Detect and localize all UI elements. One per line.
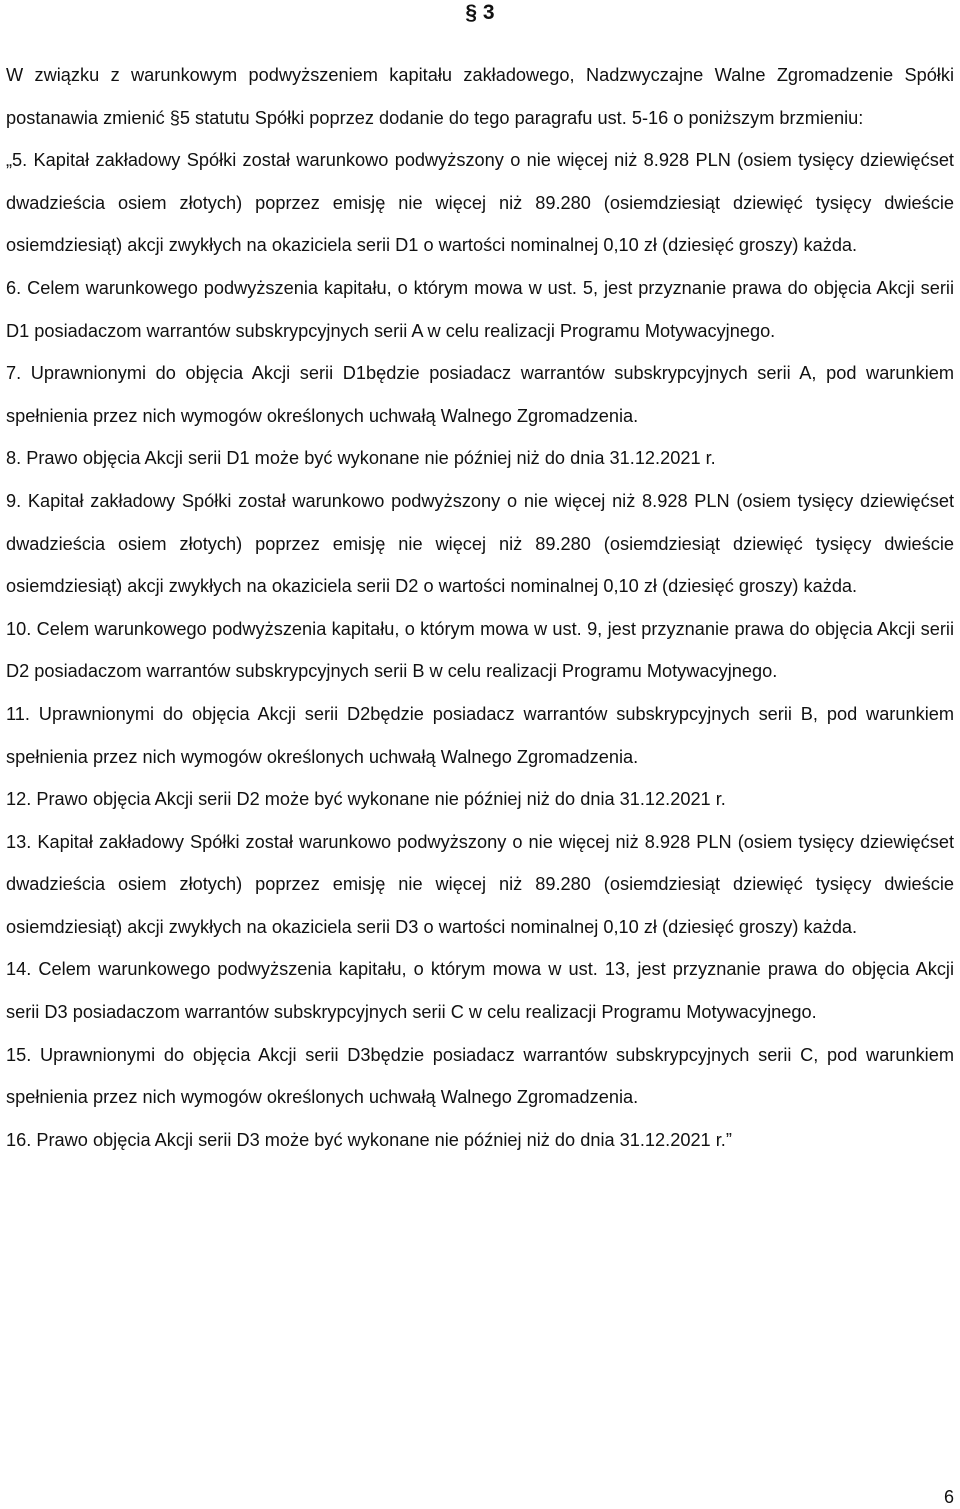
statute-paragraph-14: 14. Celem warunkowego podwyższenia kapitału, o którym mowa w ust. 13, jest przyznanie prawa do objęcia Akcji serii D3 posiadaczom warrantów subskrypcyjnych serii C w celu realizacji Programu Motywacyjnego. [6,959,954,1023]
page-number: 6 [943,1487,954,1507]
statute-paragraph-6: 6. Celem warunkowego podwyższenia kapitału, o którym mowa w ust. 5, jest przyznanie prawa do objęcia Akcji serii D1 posiadaczom warrantów subskrypcyjnych serii A w celu realizacji Programu Motywacyjnego. [6,277,954,341]
statute-paragraph-8: 8. Prawo objęcia Akcji serii D1 może być wykonane nie później niż do dnia 31.12.2021 r. [6,448,716,469]
statute-paragraph-13: 13. Kapitał zakładowy Spółki został warunkowo podwyższony o nie więcej niż 8.928 PLN (osiem tysięcy dziewięćset dwadzieścia osiem złotych) poprzez emisję nie więcej niż 89.280 (osiemdziesiąt dziewięć tysięcy dwieście osiemdziesiąt) akcji zwykłych na okaziciela serii D3 o wartości nominalnej 0,10 zł (dziesięć groszy) każda. [6,831,954,937]
intro-paragraph: W związku z warunkowym podwyższeniem kapitału zakładowego, Nadzwyczajne Walne Zgromadzenie Spółki postanawia zmienić §5 statutu Spółki poprzez dodanie do tego paragrafu ust. 5-16 o poniższym brzmieniu: [6,65,954,128]
document-body [6,54,954,1161]
statute-paragraph-9: 9. Kapitał zakładowy Spółki został warunkowo podwyższony o nie więcej niż 8.928 PLN (osiem tysięcy dziewięćset dwadzieścia osiem złotych) poprzez emisję nie więcej niż 89.280 (osiemdziesiąt dziewięć tysięcy dwieście osiemdziesiąt) akcji zwykłych na okaziciela serii D2 o wartości nominalnej 0,10 zł (dziesięć groszy) każda. [6,490,954,597]
section-heading: § 3 [465,1,495,24]
statute-paragraph-16: 16. Prawo objęcia Akcji serii D3 może być wykonane nie później niż do dnia 31.12.2021 r.” [6,1129,732,1150]
statute-paragraph-7: 7. Uprawnionymi do objęcia Akcji serii D1będzie posiadacz warrantów subskrypcyjnych serii A, pod warunkiem spełnienia przez nich wymogów określonych uchwałą Walnego Zgromadzenia. [6,363,954,426]
statute-paragraph-10: 10. Celem warunkowego podwyższenia kapitału, o którym mowa w ust. 9, jest przyznanie prawa do objęcia Akcji serii D2 posiadaczom warrantów subskrypcyjnych serii B w celu realizacji Programu Motywacyjnego. [6,618,954,682]
statute-paragraph-5: „5. Kapitał zakładowy Spółki został warunkowo podwyższony o nie więcej niż 8.928 PLN (osiem tysięcy dziewięćset dwadzieścia osiem złotych) poprzez emisję nie więcej niż 89.280 (osiemdziesiąt dziewięć tysięcy dwieście osiemdziesiąt) akcji zwykłych na okaziciela serii D1 o wartości nominalnej 0,10 zł (dziesięć groszy) każda. [6,150,954,256]
statute-paragraph-15: 15. Uprawnionymi do objęcia Akcji serii D3będzie posiadacz warrantów subskrypcyjnych serii C, pod warunkiem spełnienia przez nich wymogów określonych uchwałą Walnego Zgromadzenia. [6,1044,954,1108]
statute-paragraph-12: 12. Prawo objęcia Akcji serii D2 może być wykonane nie później niż do dnia 31.12.2021 r. [6,789,726,810]
statute-paragraph-11: 11. Uprawnionymi do objęcia Akcji serii D2będzie posiadacz warrantów subskrypcyjnych serii B, pod warunkiem spełnienia przez nich wymogów określonych uchwałą Walnego Zgromadzenia. [6,703,954,767]
